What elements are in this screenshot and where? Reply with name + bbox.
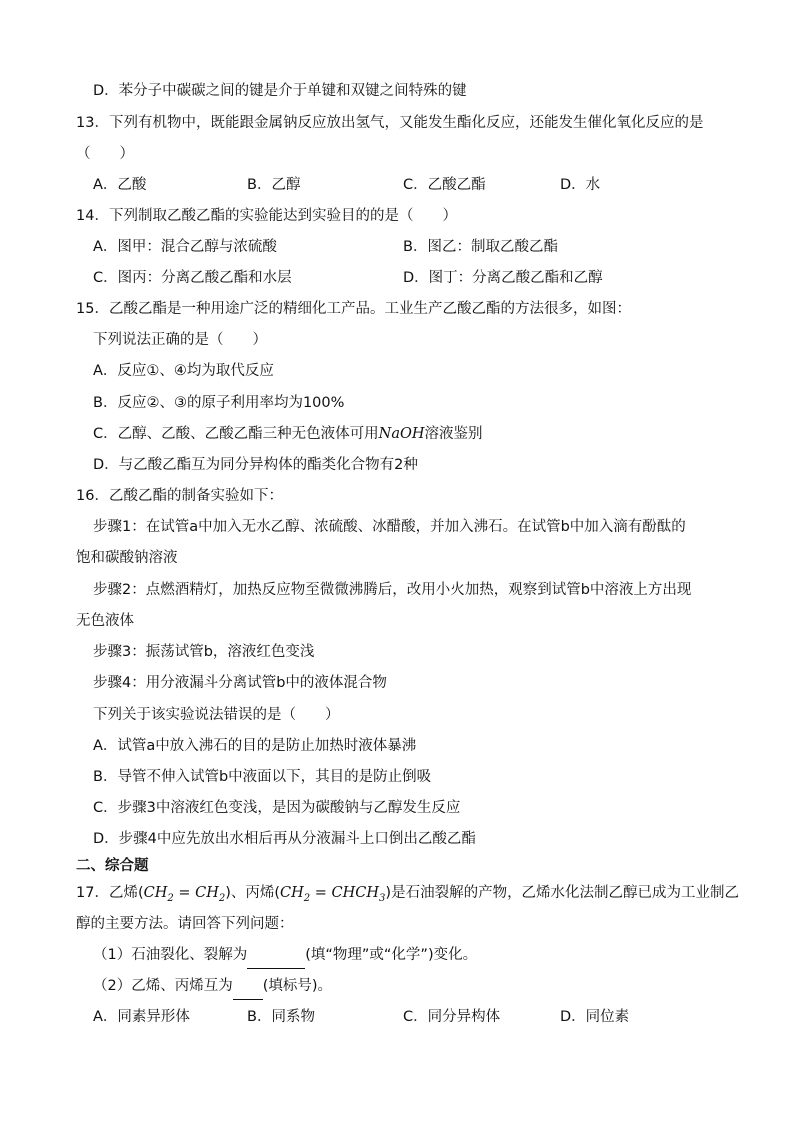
q13-paren: （ ） <box>76 146 134 162</box>
propylene-formula <box>280 885 386 904</box>
q16-stem: 16．乙酸乙酯的制备实验如下： <box>76 488 283 504</box>
q13-option-a: A．乙酸 <box>93 177 147 193</box>
propylene-sub-2: 3 <box>379 892 386 904</box>
q16-option-b: B．导管不伸入试管b中液面以下，其目的是防止倒吸 <box>93 769 432 785</box>
q15-stem: 15．乙酸乙酯是一种用途广泛的精细化工产品。工业生产乙酸乙酯的方法很多，如图： <box>76 301 631 317</box>
q16-step2-line2: 无色液体 <box>76 613 134 629</box>
ethylene-ch: CH <box>143 885 168 901</box>
ethylene-ch2: = CH <box>173 885 219 901</box>
q13-option-d: D．水 <box>560 177 601 193</box>
q14-option-a: A．图甲：混合乙醇与浓硫酸 <box>93 239 277 255</box>
q17-text-1: 17．乙烯( <box>76 885 144 901</box>
q15-option-c <box>93 424 483 444</box>
q17-part2-answer-blank[interactable] <box>233 979 263 1000</box>
q16-option-c: C．步骤3中溶液红色变浅，是因为碳酸钠与乙醇发生反应 <box>93 800 461 816</box>
section-title: 二、综合题 <box>76 858 149 874</box>
q14-option-d: D．图丁：分离乙酸乙酯和乙醇 <box>403 270 603 286</box>
q15-option-c-text-end: 溶液鉴别 <box>424 426 483 442</box>
q16-step3: 步骤3：振荡试管b，溶液红色变浅 <box>93 644 315 660</box>
q17-option-d: D．同位素 <box>560 1009 630 1025</box>
q17-part1 <box>93 945 477 969</box>
q15-option-a: A．反应①、④均为取代反应 <box>93 363 274 379</box>
q14-option-b: B．图乙：制取乙酸乙酯 <box>403 239 558 255</box>
q17-option-b: B．同系物 <box>247 1009 315 1025</box>
q16-option-a: A．试管a中放入沸石的目的是防止加热时液体暴沸 <box>93 738 417 754</box>
q14-option-c: C．图丙：分离乙酸乙酯和水层 <box>93 270 292 286</box>
q16-step4: 步骤4：用分液漏斗分离试管b中的液体混合物 <box>93 675 387 691</box>
propylene-chch: = CHCH <box>310 885 380 901</box>
q12-option-d: D．苯分子中碳碳之间的键是介于单键和双键之间特殊的键 <box>93 83 467 99</box>
ethylene-formula <box>143 885 226 904</box>
q16-step2-line1: 步骤2：点燃酒精灯，加热反应物至微微沸腾后，改用小火加热，观察到试管b中溶液上方出现 <box>93 582 692 598</box>
propylene-sub-1: 2 <box>303 892 311 904</box>
q16-step1-line1: 步骤1：在试管a中加入无水乙醇、浓硫酸、冰醋酸，并加入沸石。在试管b中加入滴有酚酞的 <box>93 519 686 535</box>
q13-option-b: B．乙醇 <box>247 177 301 193</box>
q16-step1-line2: 饱和碳酸钠溶液 <box>76 550 178 566</box>
q17-stem-line2: 醇的主要方法。请回答下列问题： <box>76 916 294 932</box>
q17-part1-text: （1）石油裂化、裂解为 <box>93 947 248 963</box>
propylene-ch: CH <box>280 885 304 901</box>
q17-text-3: )是石油裂解的产物，乙烯水化法制乙醇已成为工业制乙 <box>385 885 740 901</box>
ethylene-sub-2: 2 <box>218 892 226 904</box>
q16-sub-question: 下列关于该实验说法错误的是（ ） <box>93 707 340 723</box>
q17-part2-text-end: (填标号)。 <box>262 978 333 994</box>
q17-stem-line1 <box>76 883 739 909</box>
q17-part1-answer-blank[interactable] <box>247 948 305 969</box>
q15-option-c-text: C．乙醇、乙酸、乙酸乙酯三种无色液体可用 <box>93 426 379 442</box>
q17-text-2: )、丙烯( <box>225 885 281 901</box>
q15-option-d: D．与乙酸乙酯互为同分异构体的酯类化合物有2种 <box>93 457 418 473</box>
q14-stem: 14．下列制取乙酸乙酯的实验能达到实验目的的是（ ） <box>76 208 457 224</box>
q17-part2 <box>93 976 332 1000</box>
q17-part2-text: （2）乙烯、丙烯互为 <box>93 978 233 994</box>
q13-option-c: C．乙酸乙酯 <box>403 177 486 193</box>
q17-option-c: C．同分异构体 <box>403 1009 501 1025</box>
q16-option-d: D．步骤4中应先放出水相后再从分液漏斗上口倒出乙酸乙酯 <box>93 831 476 847</box>
ethylene-sub-1: 2 <box>167 892 174 904</box>
q17-part1-text-end: (填“物理”或“化学”)变化。 <box>305 947 478 963</box>
q15-option-b: B．反应②、③的原子利用率均为100% <box>93 395 345 411</box>
naoh-formula: NaOH <box>378 426 425 442</box>
q15-sub-question: 下列说法正确的是（ ） <box>93 332 267 348</box>
q13-stem: 13．下列有机物中，既能跟金属钠反应放出氢气，又能发生酯化反应，还能发生催化氧化反应的是 <box>76 115 704 131</box>
q17-option-a: A．同素异形体 <box>93 1009 190 1025</box>
